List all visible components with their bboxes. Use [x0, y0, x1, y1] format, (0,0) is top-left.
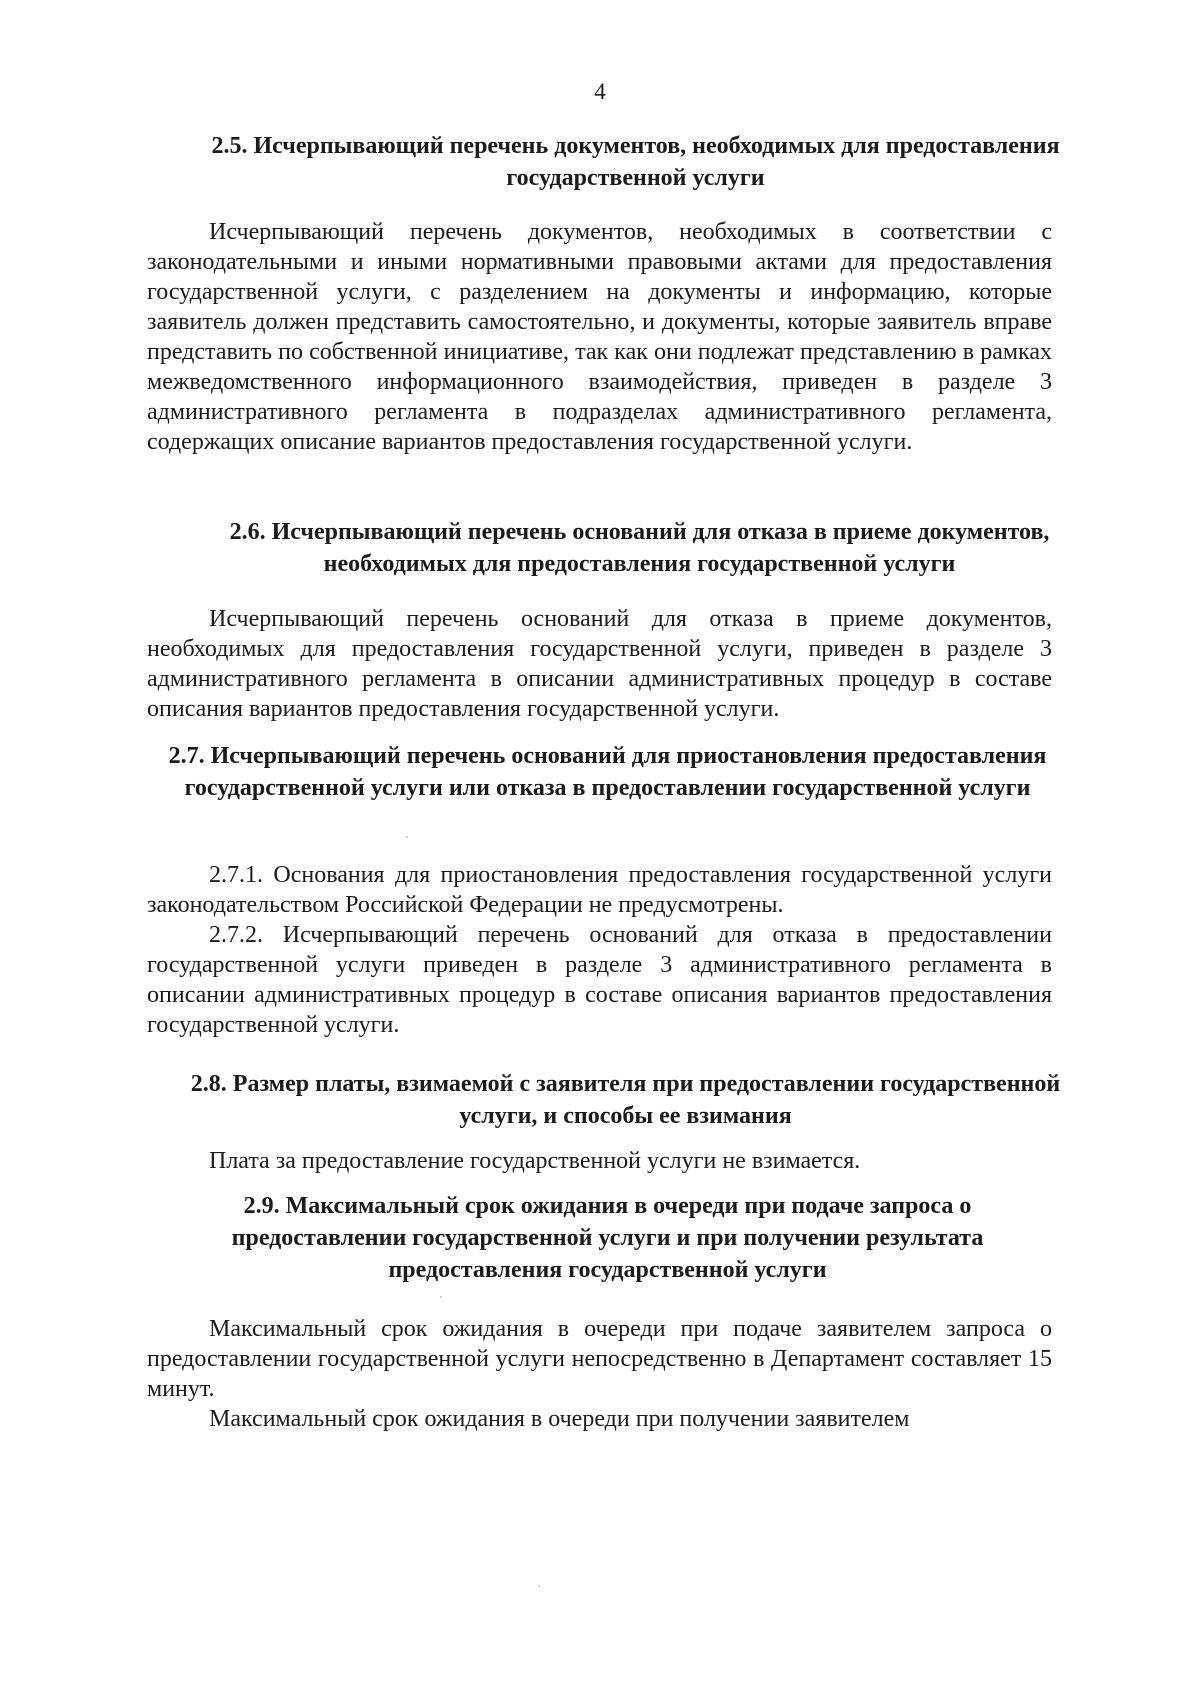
scan-speck — [406, 836, 408, 838]
section-2-6-heading: 2.6. Исчерпывающий перечень оснований для отказа в приеме документов, необходимых для предоставления государственной услуги — [229, 519, 1050, 577]
section-2-7-1-paragraph: 2.7.1. Основания для приостановления предоставления государственной услуги законодательством Российской Федерации не предусмотрены. — [147, 862, 1052, 918]
section-2-6-paragraph: Исчерпывающий перечень оснований для отказа в приеме документов, необходимых для предоставления государственной услуги, приведен в разделе 3 административного регламента в описании административных процедур в составе описания вариантов предоставления государственной услуги. — [147, 606, 1052, 722]
section-2-9-paragraph-2: Максимальный срок ожидания в очереди при получении заявителем — [209, 1406, 910, 1432]
section-2-8-heading: 2.8. Размер платы, взимаемой с заявителя при предоставлении государственной услуги, и способы ее взимания — [190, 1071, 1061, 1129]
section-2-8-paragraph: Плата за предоставление государственной услуги не взимается. — [209, 1148, 861, 1174]
page-number: 4 — [594, 79, 606, 104]
section-2-5-heading: 2.5. Исчерпывающий перечень документов, необходимых для предоставления государственной услуги — [211, 133, 1060, 191]
section-2-9-paragraph-1: Максимальный срок ожидания в очереди при подаче заявителем запроса о предоставлении государственной услуги непосредственно в Департамент составляет 15 минут. — [147, 1316, 1052, 1402]
section-2-7-2-paragraph: 2.7.2. Исчерпывающий перечень оснований для отказа в предоставлении государственной услуги приведен в разделе 3 административного регламента в описании административных процедур в составе описания вариантов предоставления государственной услуги. — [147, 922, 1052, 1038]
section-2-5-paragraph: Исчерпывающий перечень документов, необходимых в соответствии с законодательными и иными нормативными правовыми актами для предоставления государственной услуги, с разделением на документы и информацию, которые заявитель должен представить самостоятельно, и документы, которые заявитель вправе представить по собственной инициативе, так как они подлежат представлению в рамках межведомственного информационного взаимодействия, приведен в разделе 3 административного регламента в подразделах административного регламента, содержащих описание вариантов предоставления государственной услуги. — [147, 219, 1052, 455]
section-2-9-heading: 2.9. Максимальный срок ожидания в очереди при подаче запроса о предоставлении государственной услуги и при получении результата предоставления государственной услуги — [231, 1193, 984, 1283]
section-2-7-heading: 2.7. Исчерпывающий перечень оснований для приостановления предоставления государственной услуги или отказа в предоставлении государственной услуги — [168, 743, 1047, 801]
scan-speck — [440, 1296, 442, 1298]
scan-speck — [538, 1585, 540, 1587]
